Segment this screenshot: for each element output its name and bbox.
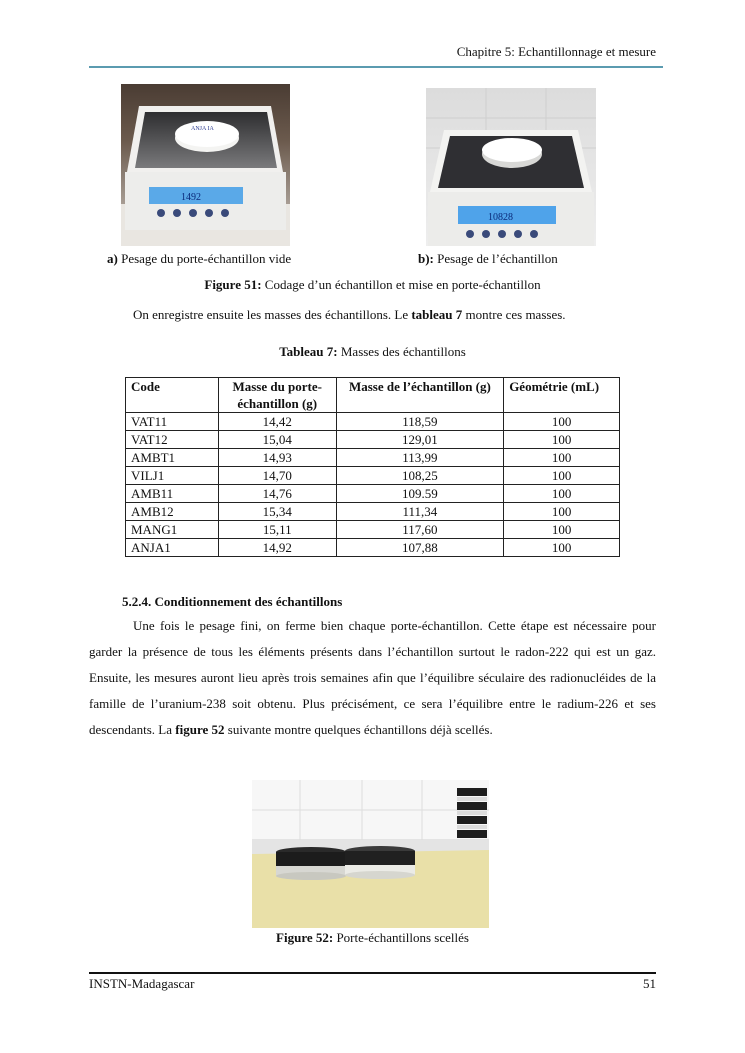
table-row [126,485,620,503]
cell-geometry: 100 [504,521,620,539]
cell-sample-mass: 109.59 [336,485,504,503]
cell-sample-mass: 118,59 [336,413,504,431]
section-heading: 5.2.4. Conditionnement des échantillons [122,594,343,609]
cell-sample-mass: 129,01 [336,431,504,449]
figure-51-caption [0,277,745,293]
header-rule [89,66,663,68]
subcaption-a-text: Pesage du porte-échantillon vide [117,251,292,266]
table-7-caption [0,344,745,360]
cell-code: AMB11 [126,485,219,503]
figure-52-label: Figure 52: [276,930,334,945]
table-row [126,413,620,431]
cell-code: VAT11 [126,413,219,431]
photo-sealed-holders [252,780,489,928]
brand-label-a: ANJA IA [191,126,214,132]
table-row [126,503,620,521]
footer-institution: INSTN-Madagascar [89,976,195,991]
cell-geometry: 100 [504,503,620,521]
scale-display-a: 1492 [181,192,201,203]
table-row [126,431,620,449]
cell-holder-mass: 14,76 [218,485,336,503]
section-figure-ref: figure 52 [175,722,225,737]
cell-code: VILJ1 [126,467,219,485]
section-body-text-end: suivante montre quelques échantillons déjà scellés. [224,722,493,737]
cell-geometry: 100 [504,413,620,431]
masses-table [125,377,620,557]
section-body-paragraph [89,613,656,743]
cell-holder-mass: 15,11 [218,521,336,539]
table-row [126,521,620,539]
col-header-holder-mass: Masse du porte-échantillon (g) [218,378,336,413]
cell-holder-mass: 15,34 [218,503,336,521]
page-header-chapter: Chapitre 5: Echantillonnage et mesure [456,44,656,59]
scale-display-b: 10828 [488,212,513,223]
intro-paragraph [133,307,566,323]
subcaption-a [107,251,291,267]
page-number: 51 [643,976,656,991]
cell-sample-mass: 113,99 [336,449,504,467]
figure-52-text: Porte-échantillons scellés [333,930,469,945]
cell-sample-mass: 117,60 [336,521,504,539]
subcaption-b-label: b): [418,251,434,266]
figure-52-caption [0,930,745,946]
footer-rule [89,972,656,974]
cell-code: AMB12 [126,503,219,521]
cell-holder-mass: 14,92 [218,539,336,557]
cell-code: MANG1 [126,521,219,539]
photo-empty-holder-weighing [121,84,290,246]
cell-sample-mass: 111,34 [336,503,504,521]
figure-51-label: Figure 51: [204,277,262,292]
cell-sample-mass: 108,25 [336,467,504,485]
cell-geometry: 100 [504,449,620,467]
cell-geometry: 100 [504,485,620,503]
cell-holder-mass: 14,70 [218,467,336,485]
table-row [126,449,620,467]
table-7-label: Tableau 7: [279,344,338,359]
cell-code: VAT12 [126,431,219,449]
intro-text-before: On enregistre ensuite les masses des échantillons. Le [133,307,412,322]
cell-geometry: 100 [504,467,620,485]
intro-table-ref: tableau 7 [411,307,463,322]
subcaption-a-label: a) [107,251,118,266]
figure-51-text: Codage d’un échantillon et mise en porte-échantillon [261,277,541,292]
col-header-sample-mass: Masse de l’échantillon (g) [336,378,504,413]
table-row [126,539,620,557]
subcaption-b [418,251,558,267]
intro-text-after: montre ces masses. [462,307,566,322]
cell-holder-mass: 14,93 [218,449,336,467]
cell-code: AMBT1 [126,449,219,467]
cell-code: ANJA1 [126,539,219,557]
table-row [126,467,620,485]
cell-holder-mass: 14,42 [218,413,336,431]
photo-sample-weighing [426,88,596,246]
col-header-geometry: Géométrie (mL) [504,378,620,413]
section-body-text: Une fois le pesage fini, on ferme bien chaque porte-échantillon. Cette étape est nécessaire pour garder la présence de tous les éléments présents dans l’échantillon surtout le radon-222 qui est un gaz. Ensuite, les mesures auront lieu après trois semaines afin que l’équilibre séculaire des radionucléides de la famille de l’uranium-238 soit obtenu. Plus précisément, ce sera l’équilibre entre le radium-226 et ses descendants. La [89,618,656,737]
table-header-row [126,378,620,413]
cell-sample-mass: 107,88 [336,539,504,557]
cell-geometry: 100 [504,431,620,449]
table-7-text: Masses des échantillons [337,344,466,359]
cell-holder-mass: 15,04 [218,431,336,449]
col-header-code: Code [126,378,219,413]
subcaption-b-text: Pesage de l’échantillon [433,251,558,266]
cell-geometry: 100 [504,539,620,557]
